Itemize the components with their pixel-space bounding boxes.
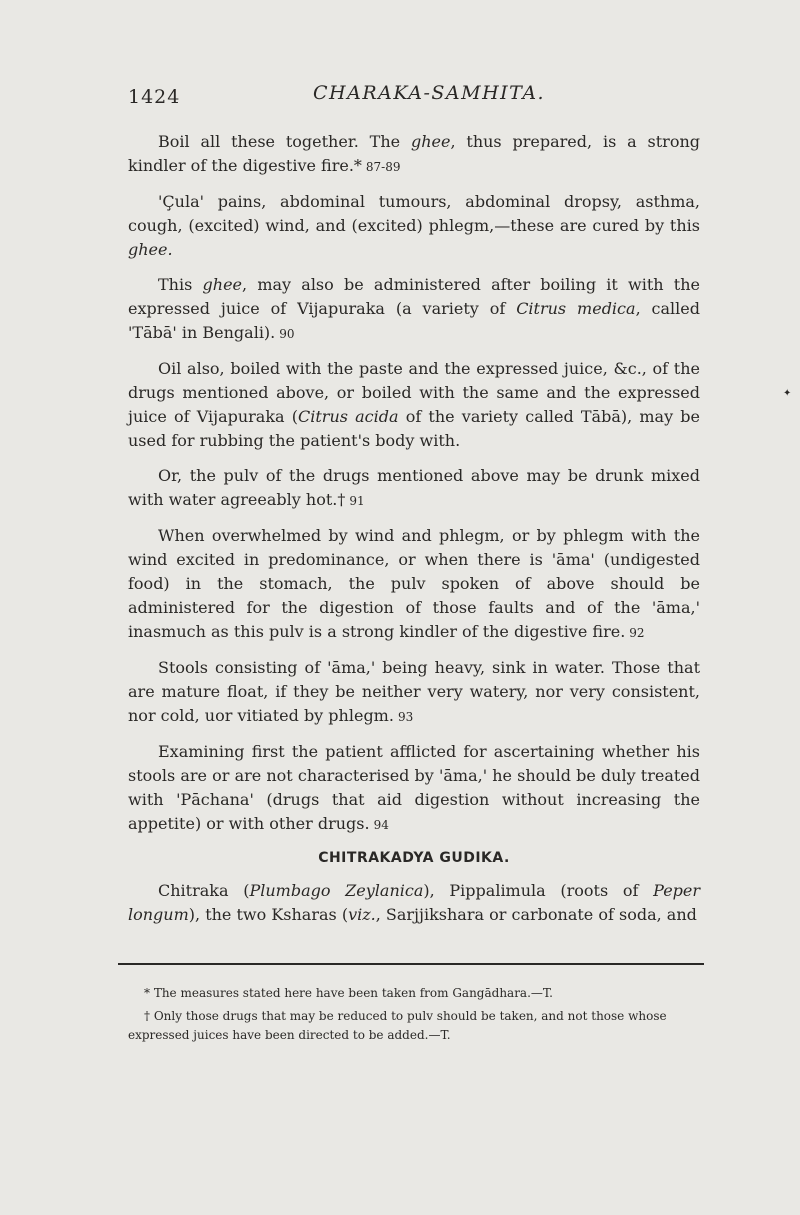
italic-term: ghee.	[128, 240, 173, 259]
margin-mark-icon: ✦	[783, 388, 792, 399]
italic-term: Citrus acida	[298, 407, 399, 426]
paragraph-text: Examining first the patient afflicted for ascertaining whether his stools are or are not characterised by 'āma,' he should be duly treated with 'Pāchana' (drugs that aid digestion without increasing the appetite) or with other drugs.	[128, 742, 700, 833]
verse-number: 94	[373, 818, 389, 832]
paragraph	[128, 524, 700, 645]
page-number: 1424	[128, 86, 181, 108]
paragraph-text: This	[158, 275, 203, 294]
italic-term: Citrus medica	[516, 299, 636, 318]
verse-number: 93	[397, 710, 414, 724]
paragraph-text: , called 'Tābā' in Bengali).	[128, 299, 701, 342]
page-header	[128, 80, 698, 110]
paragraph-text: Stools consisting of 'āma,' being heavy, sink in water. Those that are mature float, if they be neither very watery, nor very consistent, nor cold, uor vitiated by phlegm.	[128, 658, 700, 725]
paragraph-text: When overwhelmed by wind and phlegm, or by phlegm with the wind excited in predominance, or when there is 'āma' (undigested food) in the stomach, the pulv spoken of above should be administered for the digestion of those faults and of the 'āma,' inasmuch as this pulv is a strong kindler of the digestive fire.	[128, 526, 700, 641]
paragraph-text: ), Pippalimula (roots of	[423, 881, 654, 900]
footnote: † Only those drugs that may be reduced to pulv should be taken, and not those whose expressed juices have been directed to be added.—T.	[128, 1009, 667, 1042]
paragraph-text: Boil all these together. The	[158, 132, 411, 151]
paragraph-text: Or, the pulv of the drugs mentioned above may be drunk mixed with water agreeably hot.†	[128, 466, 700, 509]
paragraph	[128, 464, 700, 513]
footnote: * The measures stated here have been taken from Gangādhara.—T.	[144, 986, 553, 1000]
paragraph	[128, 273, 700, 346]
italic-term: ghee	[202, 275, 243, 294]
paragraph-text: ), the two Ksharas (	[188, 905, 349, 924]
paragraph-text: Oil also, boiled with the paste and the expressed juice, &c., of the drugs mentioned above, or boiled with the same and the expressed juice of Vijapuraka (	[128, 359, 700, 426]
page-body	[128, 130, 700, 938]
paragraph-text: 'Çula' pains, abdominal tumours, abdominal dropsy, asthma, cough, (excited) wind, and (excited) phlegm,—these are cured by this	[128, 192, 700, 235]
italic-term: viz.	[348, 905, 376, 924]
verse-number: 92	[629, 626, 645, 640]
paragraph-text: , may also be administered after boiling it with the expressed juice of Vijapuraka (a variety of	[128, 275, 701, 318]
paragraph-text: , Sarjjikshara or carbonate of soda, and	[375, 905, 697, 924]
verse-number: 87-89	[365, 160, 401, 174]
italic-term: ghee	[410, 132, 451, 151]
footnote-divider	[118, 963, 704, 965]
footnotes	[128, 984, 700, 1049]
section-heading: CHITRAKADYA GUDIKA.	[318, 850, 510, 866]
paragraph	[128, 190, 700, 262]
italic-term: Plumbago Zeylanica	[249, 881, 424, 900]
italic-term: Peper longum	[128, 881, 701, 924]
running-title: CHARAKA-SAMHITA.	[313, 82, 546, 104]
paragraph	[128, 130, 700, 179]
paragraph	[128, 656, 700, 729]
paragraph-text: , thus prepared, is a strong kindler of the digestive fire.*	[128, 132, 701, 175]
paragraph	[128, 357, 700, 453]
paragraph	[128, 879, 700, 927]
verse-number: 91	[349, 494, 365, 508]
paragraph	[128, 740, 700, 837]
verse-number: 90	[279, 327, 295, 341]
paragraph-text: of the variety called Tābā), may be used for rubbing the patient's body with.	[128, 407, 701, 450]
paragraph-text: Chitraka (	[158, 881, 250, 900]
